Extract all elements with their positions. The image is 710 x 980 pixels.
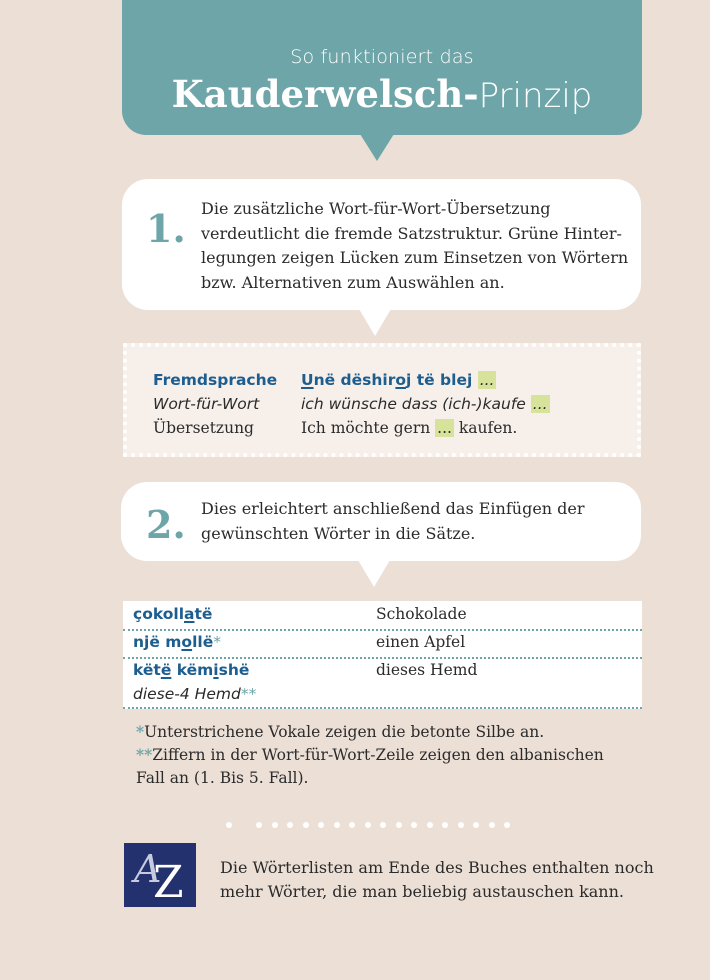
- header-title: [122, 72, 642, 116]
- footnote-cases: [136, 744, 604, 766]
- gap-highlight: ...: [437, 419, 452, 437]
- footnote-mark: *: [136, 722, 145, 741]
- stressed-vowel: o: [181, 633, 193, 651]
- az-line: Die Wörterlisten am Ende des Buches enthalten noch: [220, 858, 654, 877]
- header-brand: Kauderwelsch-: [171, 72, 479, 116]
- header-banner: [122, 0, 642, 135]
- table-row: [123, 659, 642, 709]
- stressed-vowel: U: [301, 371, 314, 389]
- stressed-vowel: o: [395, 371, 407, 389]
- divider-dot: [303, 822, 309, 828]
- translation-sentence: [301, 419, 517, 437]
- step2-text: [201, 497, 631, 546]
- gap-highlight: ...: [532, 395, 548, 413]
- table-row: [123, 601, 642, 631]
- header-principle: Prinzip: [478, 76, 593, 116]
- step1-line: verdeutlicht die fremde Satzstruktur. Grüne Hinter-: [201, 223, 622, 243]
- step2-bubble: [121, 482, 641, 561]
- word-for-word-gloss: diese-4 Hemd**: [133, 685, 257, 703]
- german-word: einen Apfel: [376, 633, 466, 651]
- label-word-for-word: Wort-für-Wort: [153, 395, 260, 413]
- divider-dot: [256, 822, 262, 828]
- stressed-vowel: i: [213, 661, 219, 679]
- footnote-mark: **: [136, 745, 153, 764]
- divider-dot: [473, 822, 479, 828]
- divider-dot: [442, 822, 448, 828]
- footnote-stress: [136, 721, 544, 743]
- divider-dot: [380, 822, 386, 828]
- step1-line: bzw. Alternativen zum Auswählen an.: [201, 272, 505, 292]
- step1-bubble-tail: [359, 309, 391, 336]
- word-for-word-sentence: [301, 395, 550, 413]
- az-description: [220, 856, 654, 904]
- albanian-word: çokollatë: [133, 605, 213, 623]
- albanian-word: një mollë*: [133, 633, 221, 651]
- header-bubble-tail: [360, 134, 394, 161]
- divider-dot: [489, 822, 495, 828]
- stressed-vowel: a: [184, 605, 195, 623]
- word-table: [123, 601, 642, 709]
- divider-dot: [427, 822, 433, 828]
- foreign-sentence: [301, 371, 496, 389]
- footnote-mark: **: [240, 685, 257, 703]
- step2-number: 2.: [146, 502, 186, 547]
- divider-dot: [318, 822, 324, 828]
- az-logo-a: A: [134, 847, 162, 891]
- divider-dot: [287, 822, 293, 828]
- divider-dot: [504, 822, 510, 828]
- divider-dot: [272, 822, 278, 828]
- step2-line: Dies erleichtert anschließend das Einfügen der: [201, 499, 585, 518]
- step1-line: legungen zeigen Lücken zum Einsetzen von Wörtern: [201, 248, 629, 267]
- step2-bubble-tail: [358, 560, 390, 587]
- az-line: mehr Wörter, die man beliebig austauschen kann.: [220, 882, 624, 901]
- gap-highlight: ...: [479, 371, 495, 389]
- step2-line: gewünschten Wörter in die Sätze.: [201, 523, 476, 543]
- label-foreign: Fremdsprache: [153, 371, 278, 389]
- table-row: [123, 631, 642, 659]
- divider-dot: [411, 822, 417, 828]
- step1-bubble: [122, 179, 641, 310]
- footnote-text: Ziffern in der Wort-für-Wort-Zeile zeigen den albanischen: [152, 746, 604, 764]
- stressed-vowel: ë: [160, 661, 172, 679]
- step1-text: [201, 197, 631, 295]
- footnote-text: Unterstrichene Vokale zeigen die betonte Silbe an.: [144, 723, 545, 741]
- translation-text: kaufen.: [453, 419, 518, 437]
- foreign-text: j të blej: [406, 371, 478, 389]
- footnote-cases-cont: Fall an (1. Bis 5. Fall).: [136, 769, 309, 787]
- example-box: [123, 343, 641, 457]
- header-subtitle: So funktioniert das: [290, 46, 474, 68]
- step1-number: 1.: [146, 206, 186, 251]
- german-word: Schokolade: [376, 605, 467, 623]
- divider-dot: [226, 822, 232, 828]
- foreign-text: në dëshir: [313, 371, 396, 389]
- divider-dot: [349, 822, 355, 828]
- translation-text: Ich möchte gern: [301, 419, 436, 437]
- german-word: dieses Hemd: [376, 661, 478, 679]
- step1-line: Die zusätzliche Wort-für-Wort-Übersetzung: [201, 199, 551, 218]
- label-translation: Übersetzung: [153, 419, 254, 437]
- divider-dot: [396, 822, 402, 828]
- footnote-mark: *: [213, 633, 221, 651]
- divider-dot: [458, 822, 464, 828]
- az-logo-z: Z: [153, 857, 184, 908]
- az-logo: [124, 843, 196, 907]
- word-for-word-text: ich wünsche dass (ich-)kaufe: [301, 395, 531, 413]
- albanian-word: këtë këmishë: [133, 661, 250, 679]
- dotted-divider: [226, 822, 526, 830]
- divider-dot: [334, 822, 340, 828]
- divider-dot: [365, 822, 371, 828]
